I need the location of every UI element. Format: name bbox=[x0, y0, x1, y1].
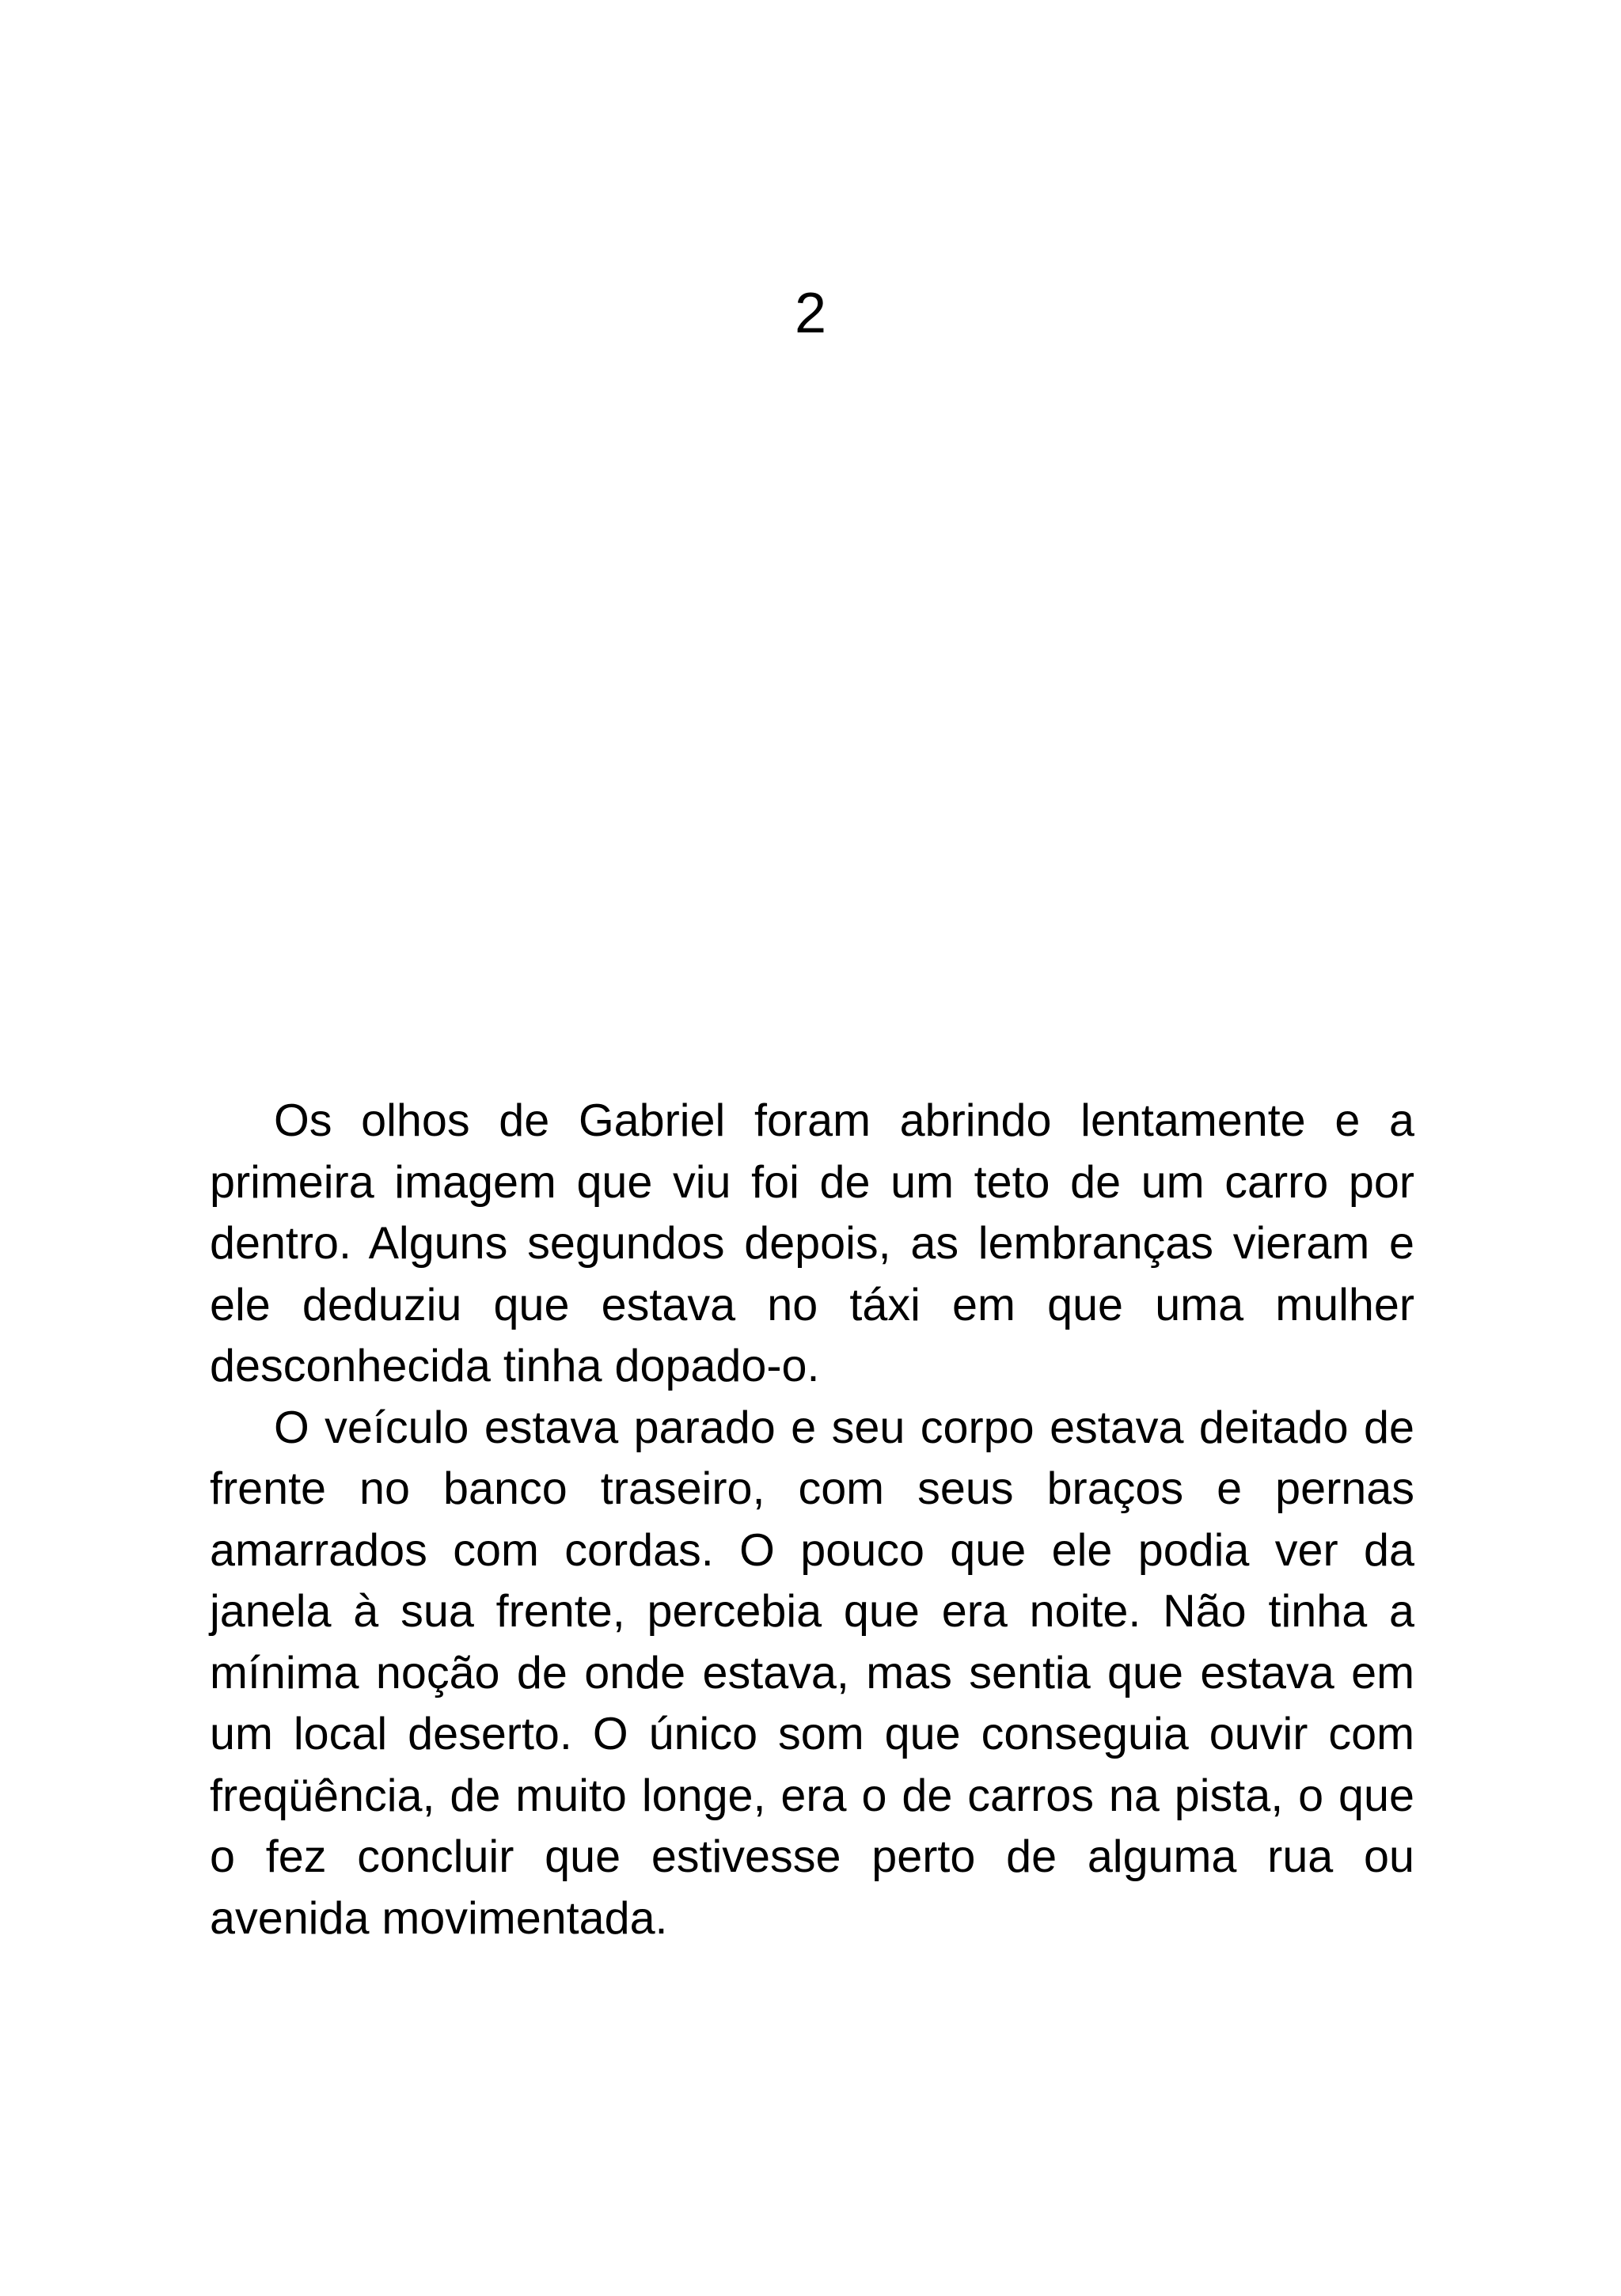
chapter-body bbox=[210, 1091, 1414, 1949]
chapter-number: 2 bbox=[794, 282, 827, 345]
paragraph-2: O veículo estava parado e seu corpo estava deitado de frente no banco traseiro, com seus braços e pernas amarrados com cordas. O pouco que ele podia ver da janela à sua frente, percebia que era noite. Não tinha a mínima noção de onde estava, mas sentia que estava em um local deserto. O único som que conseguia ouvir com freqüência, de muito longe, era o de carros na pista, o que o fez concluir que estivesse perto de alguma rua ou avenida movimentada. bbox=[210, 1402, 1414, 1944]
paragraph-1: Os olhos de Gabriel foram abrindo lentamente e a primeira imagem que viu foi de um teto de um carro por dentro. Alguns segundos depois, as lembranças vieram e ele deduziu que estava no táxi em que uma mulher desconhecida tinha dopado-o. bbox=[210, 1095, 1414, 1391]
